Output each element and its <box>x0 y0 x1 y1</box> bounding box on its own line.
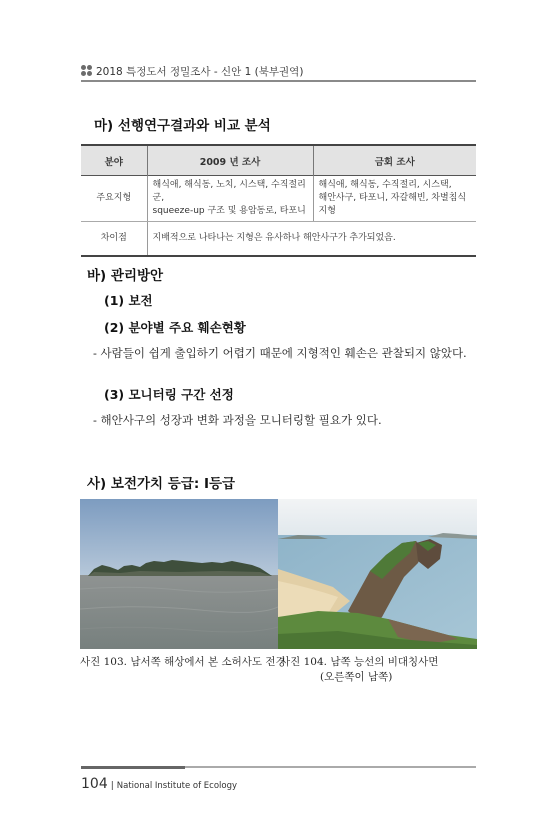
table-cell-merged: 지배적으로 나타나는 지형은 유사하나 해안사구가 추가되었음. <box>147 222 476 257</box>
cell-line: 해식애, 해식동, 노치, 시스택, 수직절리군, <box>152 180 306 203</box>
page-footer <box>81 773 237 792</box>
column-header: 분야 <box>81 145 147 176</box>
section-title-grade: 사) 보전가치 등급: Ⅰ등급 <box>87 476 236 492</box>
cell-line: 해식애, 해식동, 수직절리, 시스택, <box>318 180 452 190</box>
table-row <box>81 222 476 257</box>
table-row <box>81 176 476 222</box>
comparison-table <box>81 144 476 257</box>
island-seascape-image <box>80 499 278 649</box>
footer-separator: | <box>110 781 114 791</box>
header-dots-icon <box>81 65 93 76</box>
footer-rule-light <box>185 766 476 768</box>
cell-line: 해안사구, 타포니, 자갈해빈, 차별침식지형 <box>318 193 467 216</box>
column-header: 금회 조사 <box>313 145 476 176</box>
row-field-cell: 주요지형 <box>81 176 147 222</box>
header-rule <box>81 80 476 82</box>
footer-institute: National Institute of Ecology <box>116 781 238 791</box>
page-number: 104 <box>81 776 108 792</box>
damage-status-text: - 사람들이 쉽게 출입하기 어렵기 때문에 지형적인 훼손은 관찰되지 않았다. <box>93 346 467 360</box>
left-photo-caption: 사진 103. 남서쪽 해상에서 본 소허사도 전경 <box>80 656 286 668</box>
cell-line: squeeze-up 구조 및 용암동로, 타포니 <box>152 206 306 216</box>
photo-ridge-slope <box>278 499 477 649</box>
right-photo-caption: 사진 104. 남쪽 능선의 비대칭사면 <box>280 656 439 668</box>
header-text: 2018 특정도서 정밀조사 - 신안 1 (북부권역) <box>96 66 304 78</box>
subheading-conservation: (1) 보전 <box>104 293 153 308</box>
monitoring-text: - 해안사구의 성장과 변화 과정을 모니터링할 필요가 있다. <box>93 413 382 427</box>
section-title-management: 바) 관리방안 <box>87 268 164 284</box>
subheading-damage-status: (2) 분야별 주요 훼손현황 <box>104 320 246 335</box>
column-header: 2009 년 조사 <box>147 145 313 176</box>
row-field-cell: 차이점 <box>81 222 147 257</box>
right-photo-caption-line2: (오른쪽이 남쪽) <box>320 671 393 683</box>
table-cell-current <box>313 176 476 222</box>
photo-island-view <box>80 499 278 649</box>
table-cell-2009 <box>147 176 313 222</box>
subheading-monitoring: (3) 모니터링 구간 선정 <box>104 387 234 402</box>
ridge-slope-image <box>278 499 477 649</box>
footer-rule-dark <box>81 766 185 769</box>
running-header <box>81 64 303 79</box>
section-title-comparison: 마) 선행연구결과와 비교 분석 <box>94 118 271 134</box>
table-header-row <box>81 145 476 176</box>
